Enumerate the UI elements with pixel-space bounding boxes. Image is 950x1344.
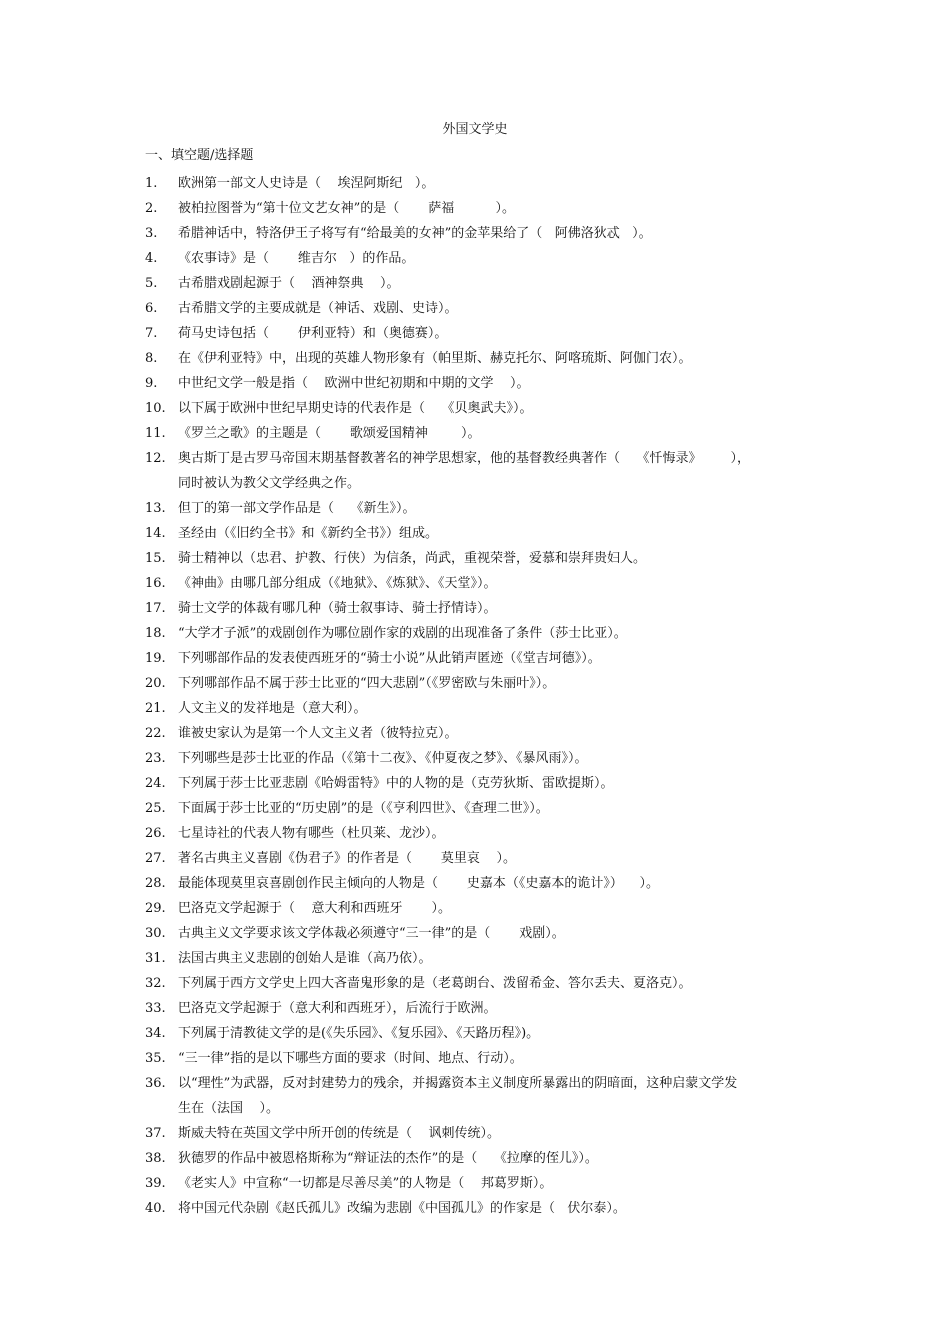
question-number: 11. (145, 426, 166, 441)
question-item (145, 1146, 815, 1171)
question-number: 34. (145, 1026, 166, 1041)
document-title: 外国文学史 (442, 122, 508, 137)
question-number: 13. (145, 501, 166, 516)
question-number: 12. (145, 451, 166, 466)
question-number: 28. (145, 876, 166, 891)
question-number: 39. (145, 1176, 166, 1191)
question-text: 被柏拉图誉为“第十位文艺女神”的是（ 萨福 ）。 (178, 201, 516, 216)
question-text: 下列属于西方文学史上四大吝啬鬼形象的是（老葛朗台、泼留希金、答尔丢夫、夏洛克）。 (178, 976, 692, 991)
question-number: 1. (145, 176, 158, 191)
question-text: 骑士文学的体裁有哪几种（骑士叙事诗、骑士抒情诗）。 (178, 601, 497, 616)
question-item (145, 921, 815, 946)
question-number: 17. (145, 601, 166, 616)
question-text: 下列属于清教徒文学的是(《失乐园》、《复乐园》、《天路历程》)。 (178, 1026, 540, 1041)
question-text: 下列哪部作品不属于莎士比亚的“四大悲剧”（《罗密欧与朱丽叶》）。 (178, 676, 556, 691)
question-number: 19. (145, 651, 166, 666)
question-item (145, 446, 815, 496)
question-item (145, 271, 815, 296)
question-number: 16. (145, 576, 166, 591)
question-item (145, 871, 815, 896)
question-number: 6. (145, 301, 158, 316)
question-item (145, 1171, 815, 1196)
question-item (145, 796, 815, 821)
question-item (145, 771, 815, 796)
question-number: 30. (145, 926, 166, 941)
question-item (145, 721, 815, 746)
question-text: 巴洛克文学起源于（意大利和西班牙），后流行于欧洲。 (178, 1001, 497, 1016)
question-text: 狄德罗的作品中被恩格斯称为“辩证法的杰作”的是（ 《拉摩的侄儿》）。 (178, 1151, 598, 1166)
question-text: 圣经由（《旧约全书》和《新约全书》）组成。 (178, 526, 439, 541)
question-text: 奥古斯丁是古罗马帝国末期基督教著名的神学思想家，他的基督教经典著作（ 《忏悔录》 ）， 同时被认为教父文学经典之作。 (178, 451, 750, 491)
question-item (145, 1071, 815, 1121)
question-item (145, 821, 815, 846)
question-item (145, 346, 815, 371)
question-number: 4. (145, 251, 158, 266)
question-text: 下面属于莎士比亚的“历史剧”的是（《亨利四世》、《查理二世》）。 (178, 801, 549, 816)
question-item (145, 496, 815, 521)
question-text: 《农事诗》是（ 维吉尔 ）的作品。 (178, 251, 415, 266)
question-number: 36. (145, 1076, 166, 1091)
question-item (145, 246, 815, 271)
question-number: 5. (145, 276, 158, 291)
question-text: 以“理性”为武器，反对封建势力的残余，并揭露资本主义制度所暴露出的阴暗面，这种启蒙文学发 生在（法国 ）。 (178, 1076, 738, 1116)
question-text: 法国古典主义悲剧的创始人是谁（高乃依）。 (178, 951, 432, 966)
question-item (145, 846, 815, 871)
question-number: 40. (145, 1201, 166, 1216)
question-text: “大学才子派”的戏剧创作为哪位剧作家的戏剧的出现准备了条件（莎士比亚）。 (178, 626, 627, 641)
section-heading: 一、填空题/选择题 (145, 148, 254, 163)
question-number: 27. (145, 851, 166, 866)
question-number: 31. (145, 951, 166, 966)
question-text: 最能体现莫里哀喜剧创作民主倾向的人物是（ 史嘉本（《史嘉本的诡计》） ）。 (178, 876, 659, 891)
question-number: 22. (145, 726, 166, 741)
question-text: 中世纪文学一般是指（ 欧洲中世纪初期和中期的文学 ）。 (178, 376, 530, 391)
question-item (145, 696, 815, 721)
question-item (145, 946, 815, 971)
question-text: 古希腊戏剧起源于（ 酒神祭典 ）。 (178, 276, 400, 291)
question-text: 《老实人》中宣称“一切都是尽善尽美”的人物是（ 邦葛罗斯）。 (178, 1176, 553, 1191)
question-text: 下列哪些是莎士比亚的作品（《第十二夜》、《仲夏夜之梦》、《暴风雨》）。 (178, 751, 588, 766)
question-text: 欧洲第一部文人史诗是（ 埃涅阿斯纪 ）。 (178, 176, 435, 191)
question-text: 巴洛克文学起源于（ 意大利和西班牙 ）。 (178, 901, 451, 916)
question-item (145, 221, 815, 246)
question-text: 荷马史诗包括（ 伊利亚特）和（奥德赛）。 (178, 326, 448, 341)
question-text: 七星诗社的代表人物有哪些（杜贝莱、龙沙）。 (178, 826, 445, 841)
question-item (145, 521, 815, 546)
question-text: 《神曲》由哪几部分组成（《地狱》、《炼狱》、《天堂》）。 (178, 576, 497, 591)
question-text: 骑士精神以（忠君、护教、行侠）为信条，尚武，重视荣誉，爱慕和崇拜贵妇人。 (178, 551, 647, 566)
question-item (145, 1196, 815, 1221)
question-number: 15. (145, 551, 166, 566)
question-text: 谁被史家认为是第一个人文主义者（彼特拉克）。 (178, 726, 458, 741)
question-number: 32. (145, 976, 166, 991)
question-number: 33. (145, 1001, 166, 1016)
question-number: 35. (145, 1051, 166, 1066)
question-text: 古希腊文学的主要成就是（神话、戏剧、史诗）。 (178, 301, 458, 316)
question-text: 古典主义文学要求该文学体裁必须遵守“三一律”的是（ 戏剧）。 (178, 926, 565, 941)
question-item (145, 746, 815, 771)
question-item (145, 996, 815, 1021)
question-text: “三一律”指的是以下哪些方面的要求（时间、地点、行动）。 (178, 1051, 523, 1066)
question-text: 以下属于欧洲中世纪早期史诗的代表作是（ 《贝奥武夫》）。 (178, 401, 533, 416)
question-text: 在《伊利亚特》中，出现的英雄人物形象有（帕里斯、赫克托尔、阿喀琉斯、阿伽门农）。 (178, 351, 692, 366)
question-item (145, 171, 815, 196)
question-number: 21. (145, 701, 166, 716)
question-text: 将中国元代杂剧《赵氏孤儿》改编为悲剧《中国孤儿》的作家是（ 伏尔泰）。 (178, 1201, 626, 1216)
question-item (145, 296, 815, 321)
question-item (145, 1046, 815, 1071)
question-item (145, 196, 815, 221)
question-item (145, 596, 815, 621)
question-number: 10. (145, 401, 166, 416)
question-text: 下列属于莎士比亚悲剧《哈姆雷特》中的人物的是（克劳狄斯、雷欧提斯）。 (178, 776, 614, 791)
question-list (145, 171, 815, 1221)
question-text: 但丁的第一部文学作品是（ 《新生》）。 (178, 501, 416, 516)
question-item (145, 321, 815, 346)
question-text: 下列哪部作品的发表使西班牙的“骑士小说”从此销声匿迹（《堂吉坷德》）。 (178, 651, 601, 666)
question-number: 37. (145, 1126, 166, 1141)
question-item (145, 571, 815, 596)
question-item (145, 421, 815, 446)
question-number: 2. (145, 201, 158, 216)
question-number: 20. (145, 676, 166, 691)
question-text: 斯威夫特在英国文学中所开创的传统是（ 讽刺传统）。 (178, 1126, 501, 1141)
question-item (145, 671, 815, 696)
question-text: 《罗兰之歌》的主题是（ 歌颂爱国精神 ）。 (178, 426, 481, 441)
question-number: 14. (145, 526, 166, 541)
question-item (145, 1121, 815, 1146)
question-number: 8. (145, 351, 158, 366)
question-number: 26. (145, 826, 166, 841)
question-item (145, 1021, 815, 1046)
question-item (145, 396, 815, 421)
question-number: 24. (145, 776, 166, 791)
question-number: 7. (145, 326, 158, 341)
question-item (145, 646, 815, 671)
question-item (145, 621, 815, 646)
question-number: 25. (145, 801, 166, 816)
question-number: 23. (145, 751, 166, 766)
question-number: 18. (145, 626, 166, 641)
question-text: 人文主义的发祥地是（意大利）。 (178, 701, 367, 716)
question-number: 38. (145, 1151, 166, 1166)
question-item (145, 896, 815, 921)
question-number: 29. (145, 901, 166, 916)
question-item (145, 971, 815, 996)
question-text: 著名古典主义喜剧《伪君子》的作者是（ 莫里哀 ）。 (178, 851, 516, 866)
question-number: 3. (145, 226, 158, 241)
question-text: 希腊神话中，特洛伊王子将写有“给最美的女神”的金苹果给了（ 阿佛洛狄忒 ）。 (178, 226, 652, 241)
question-item (145, 546, 815, 571)
question-number: 9. (145, 376, 158, 391)
question-item (145, 371, 815, 396)
